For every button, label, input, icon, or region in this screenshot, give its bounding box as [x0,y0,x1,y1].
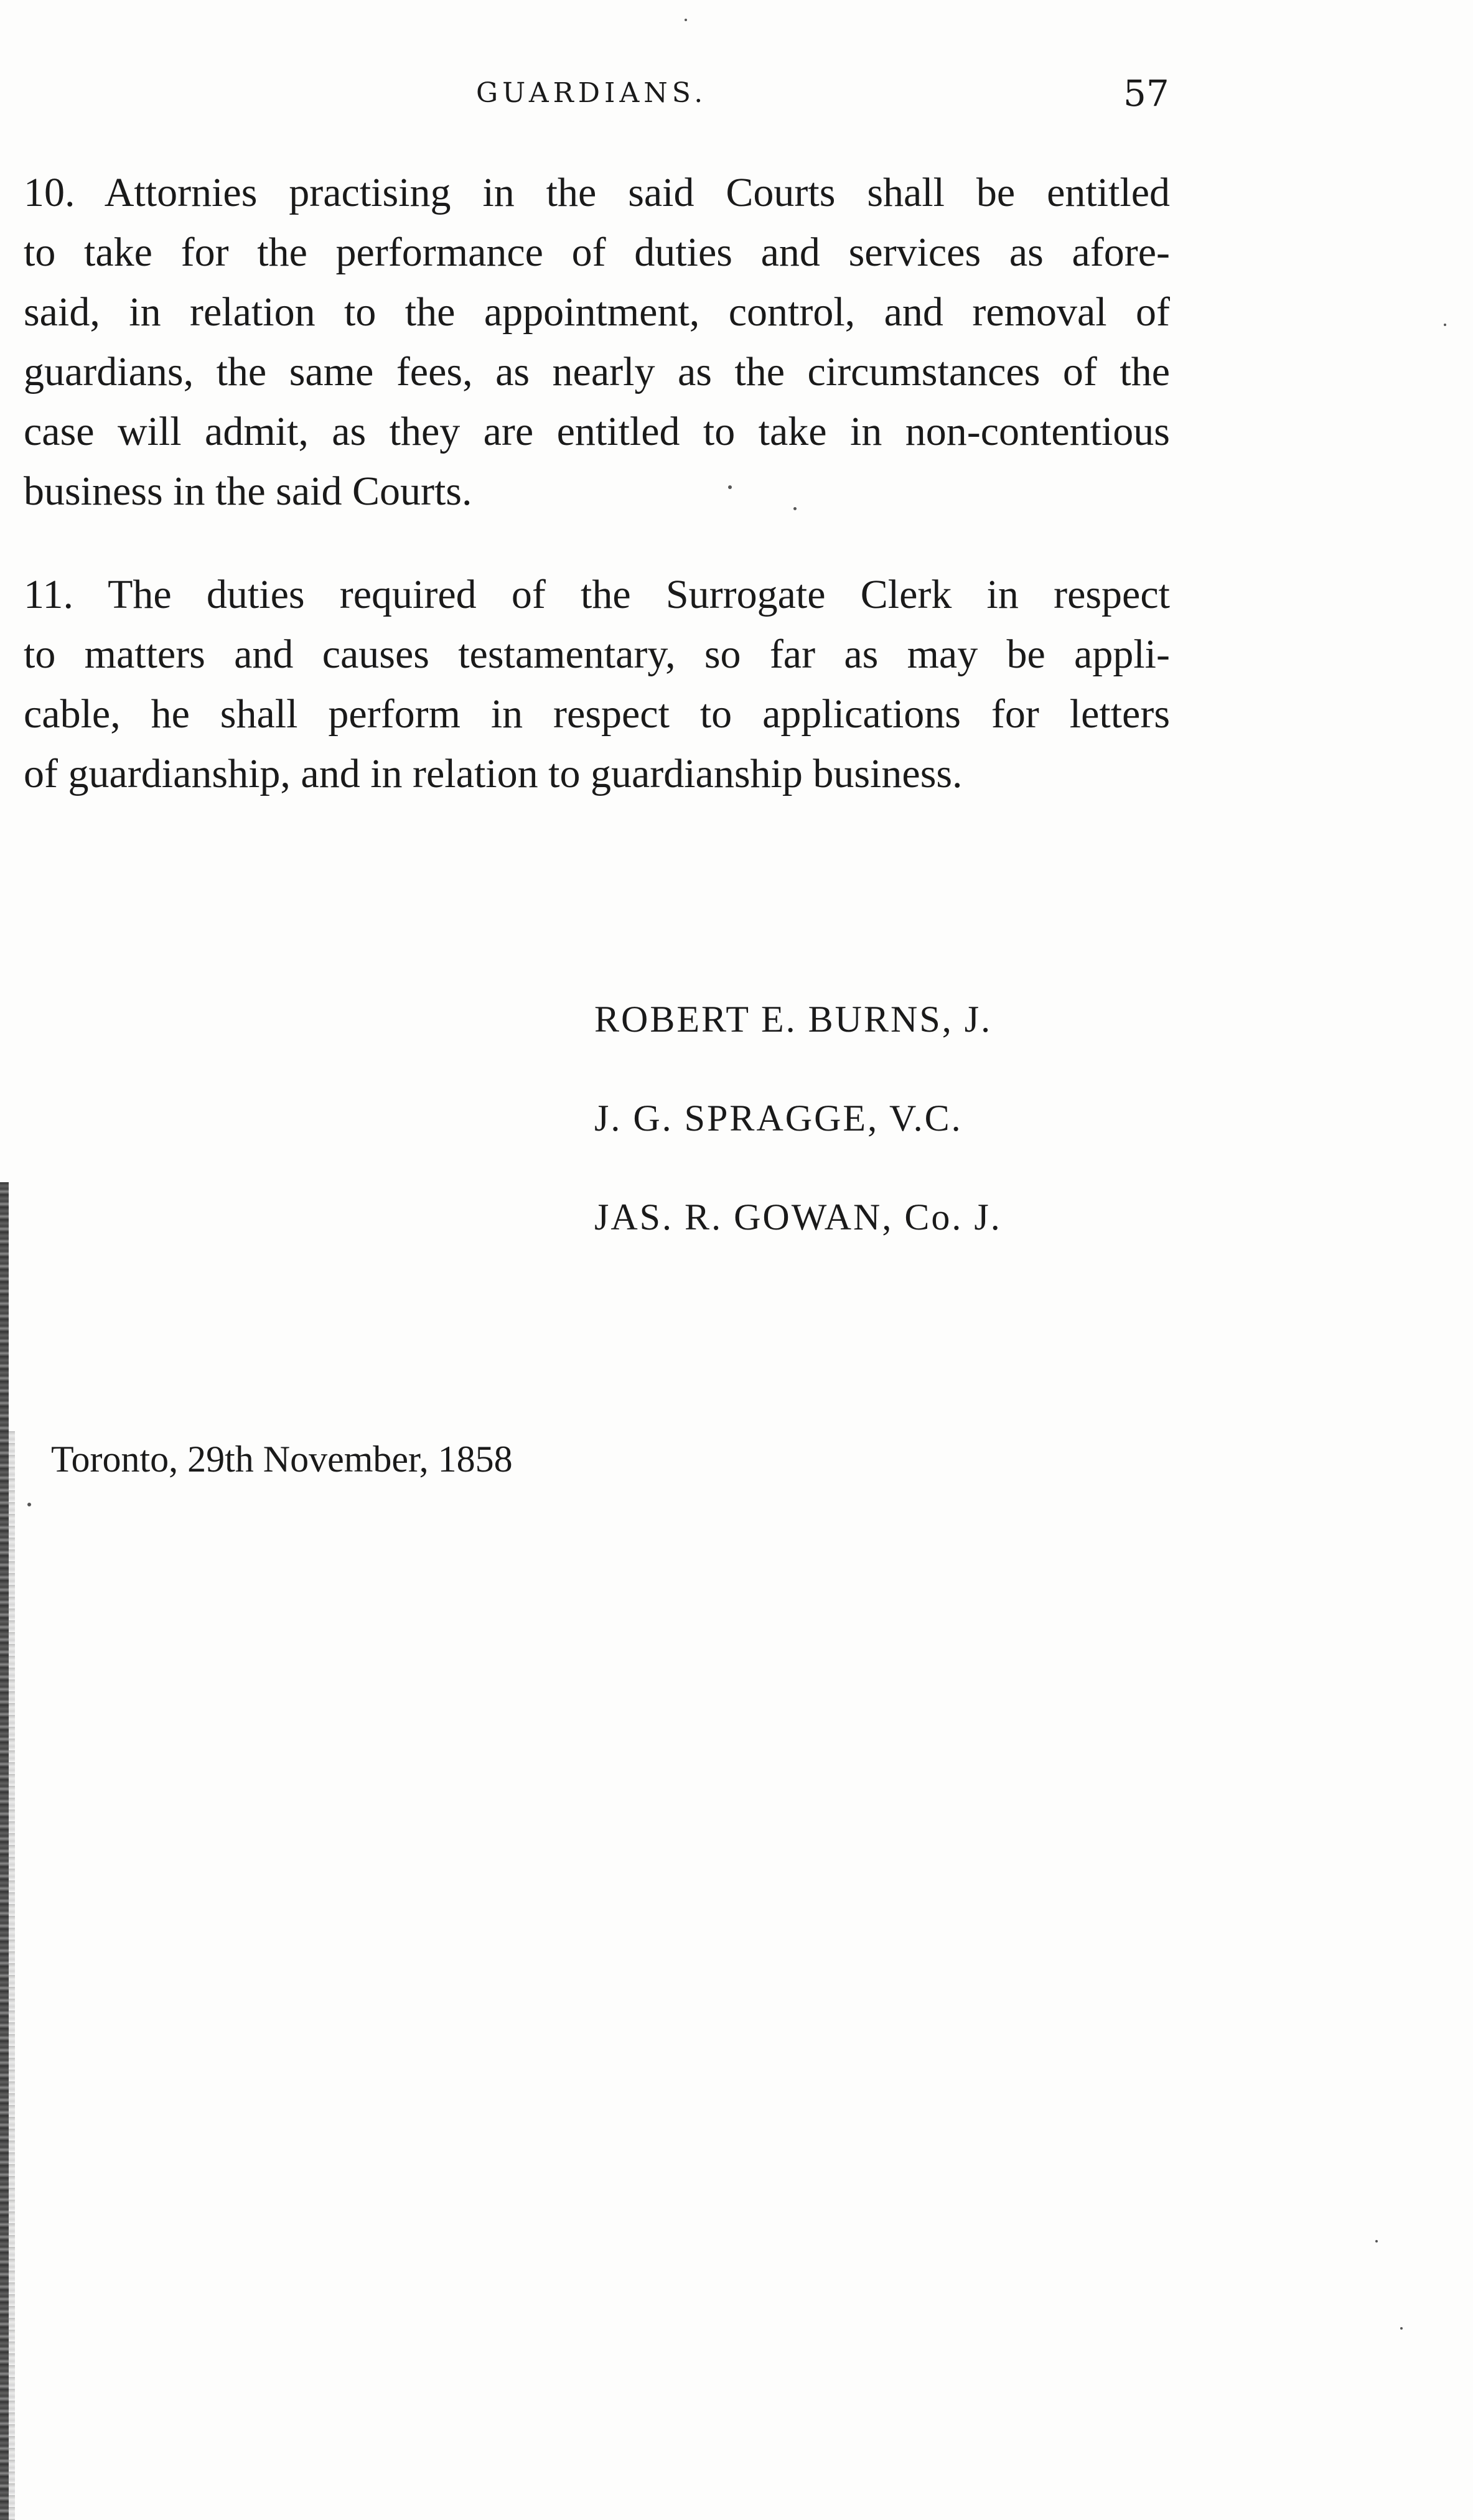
dateline: Toronto, 29th November, 1858 [51,1439,513,1480]
paragraph-line: of guardianship, and in relation to guardianship business. [24,751,963,796]
paragraph-10 [24,163,1170,521]
signature-burns: ROBERT E. BURNS, J. [594,999,993,1040]
scan-speck [1400,2327,1403,2330]
signature-block [594,989,1002,1286]
running-header [0,72,1473,115]
page-number: 57 [1123,72,1169,114]
signature-spragge: J. G. SPRAGGE, V.C. [594,1098,963,1139]
scan-speck [728,485,732,489]
binding-shadow [9,1431,15,2520]
paragraph-line: 10. Attornies practising in the said Courts shall be entitled [24,170,1170,215]
signature-gowan: JAS. R. GOWAN, Co. J. [594,1197,1002,1238]
paragraph-line: business in the said Courts. [24,469,472,514]
paragraph-line: case will admit, as they are entitled to take in non-contentious [24,409,1170,454]
scan-speck [1444,324,1446,326]
paragraph-line: guardians, the same fees, as nearly as the circumstances of the [24,349,1170,394]
scan-speck [1375,2240,1378,2242]
binding-edge [0,1182,9,2520]
paragraph-line: to matters and causes testamentary, so far as may be appli- [24,632,1170,677]
scan-speck [793,507,797,510]
paragraph-11 [24,565,1170,804]
paragraph-line: 11. The duties required of the Surrogate Clerk in respect [24,572,1170,617]
paragraph-line: said, in relation to the appointment, control, and removal of [24,289,1170,335]
running-title: GUARDIANS. [476,77,708,109]
paragraph-line: to take for the performance of duties and services as afore- [24,230,1170,275]
paragraph-line: cable, he shall perform in respect to applications for letters [24,691,1170,737]
scan-speck [685,19,687,21]
scan-speck [27,1503,31,1506]
